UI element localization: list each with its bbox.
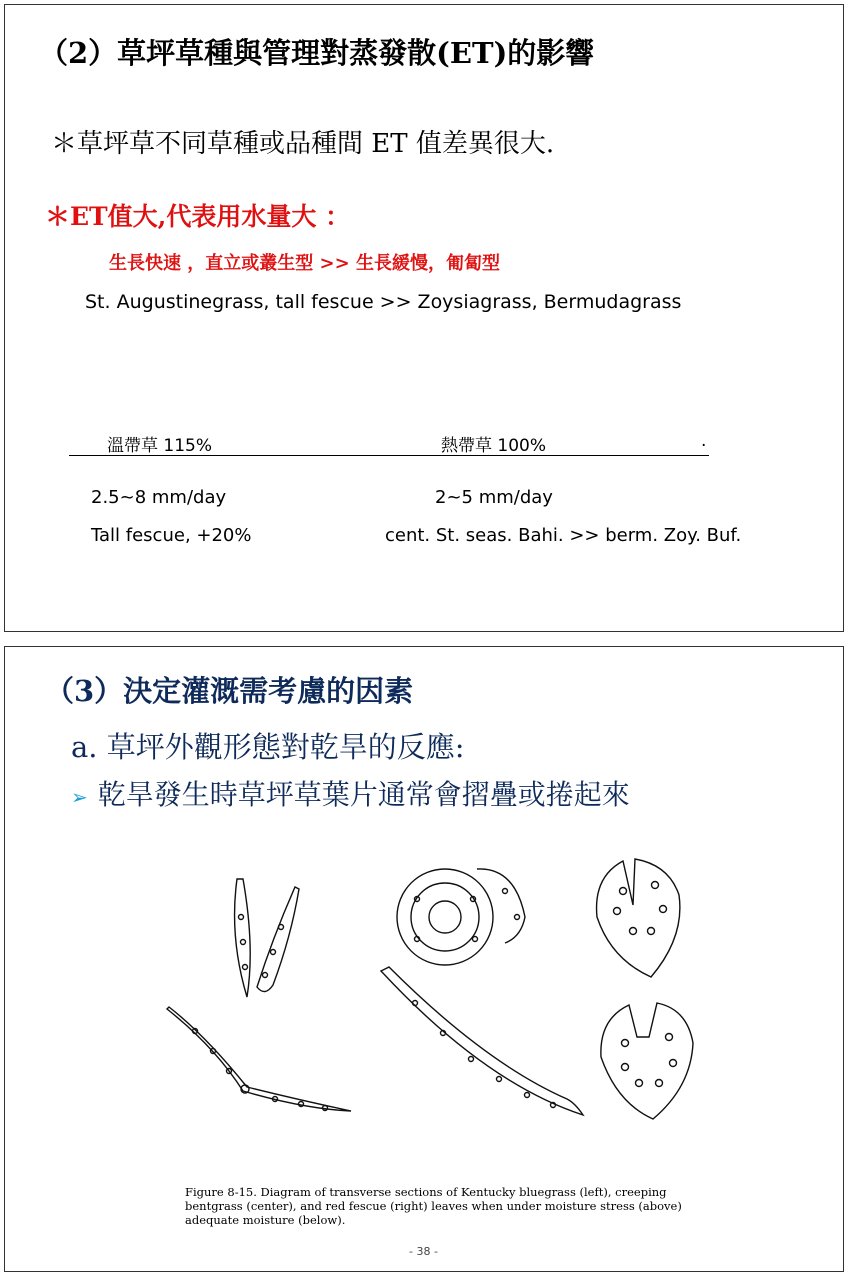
bentgrass-open-leaf: [381, 967, 583, 1115]
leaf-cross-section-figure: [155, 847, 715, 1177]
warm-season-header: 熱帶草 100%: [441, 436, 547, 456]
species-comparison: St. Augustinegrass, tall fescue >> Zoysiagrass, Bermudagrass: [85, 291, 682, 313]
slide-bottom: [4, 646, 844, 1272]
red-fescue-folded-leaf: [597, 859, 680, 977]
slide-title: （2）草坪草種與管理對蒸發散(ET)的影響: [39, 36, 595, 70]
cool-season-note: Tall fescue, +20%: [91, 525, 252, 546]
warm-season-rate: 2~5 mm/day: [435, 487, 553, 508]
red-fescue-open-leaf: [601, 1003, 693, 1119]
bullet-leaf-folding: [71, 773, 630, 813]
bullet-text: 乾旱發生時草坪草葉片通常會摺疊或捲起來: [97, 778, 630, 811]
bullet-et-difference: ＊草坪草不同草種或品種間 ET 值差異很大.: [51, 129, 555, 159]
warm-season-note: cent. St. seas. Bahi. >> berm. Zoy. Buf.: [385, 525, 742, 546]
bentgrass-rolled-leaf: [397, 869, 525, 965]
header-rule: [69, 455, 709, 456]
bluegrass-open-leaf: [167, 1007, 351, 1111]
triangle-arrow-icon: ➢: [71, 785, 88, 809]
page-number: - 38 -: [409, 1245, 438, 1258]
subheading-a: a. 草坪外觀形態對乾旱的反應:: [71, 730, 465, 764]
slide-top: [4, 4, 844, 632]
bullet-et-water-use: ＊ET值大,代表用水量大 ：: [45, 202, 351, 231]
header-trailing-dot: .: [701, 431, 707, 451]
slide-title: （3）決定灌溉需考慮的因素: [45, 674, 414, 708]
bluegrass-folded-leaf: [235, 879, 299, 997]
figure-caption: Figure 8-15. Diagram of transverse sections of Kentucky bluegrass (left), creeping bentgrass (center), and red fescue (right) leaves when under moisture stress (above) adequate moisture (below).: [185, 1185, 682, 1227]
cool-season-header: 溫帶草 115%: [107, 436, 213, 456]
cool-season-rate: 2.5~8 mm/day: [91, 487, 227, 508]
growth-type-comparison: 生長快速 ，直立或叢生型 >> 生長緩慢，匍匐型: [109, 253, 500, 274]
